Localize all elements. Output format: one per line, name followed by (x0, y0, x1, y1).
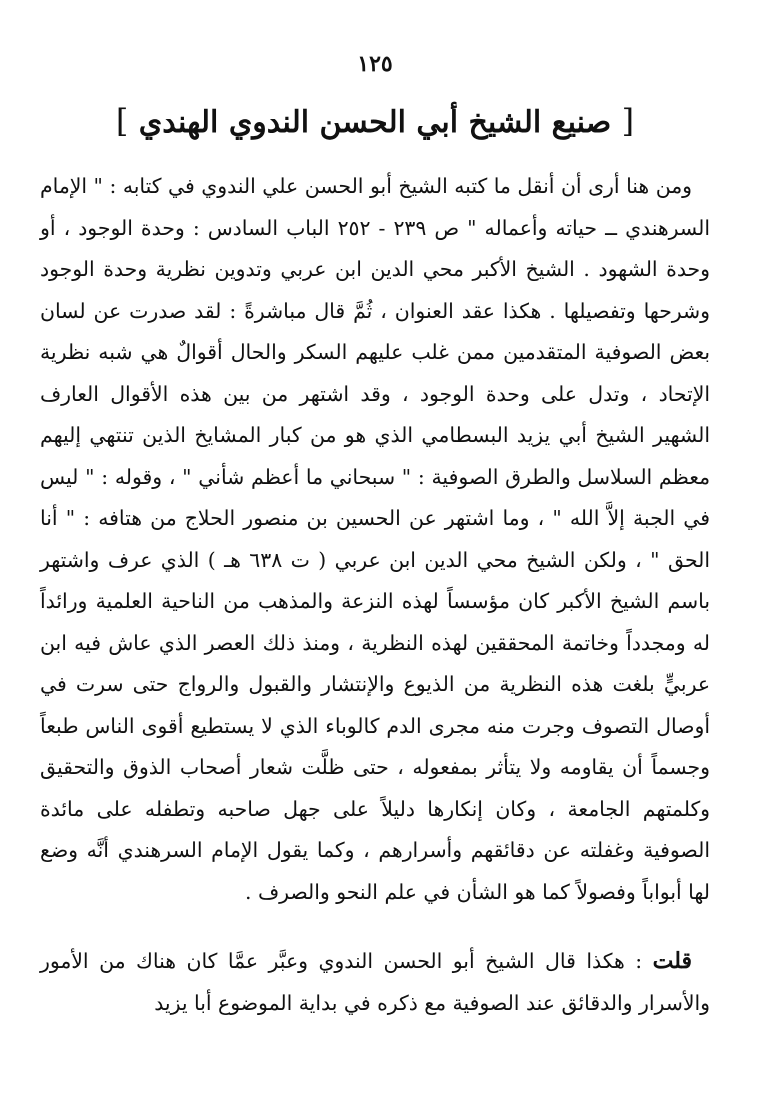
paragraph-2 (40, 941, 710, 1024)
paragraph-1: ومن هنا أرى أن أنقل ما كتبه الشيخ أبو الحسن علي الندوي في كتابه : " الإمام السرهندي ــ حياته وأعماله " ص ٢٣٩ - ٢٥٢ الباب السادس : وحدة الوجود ، أو وحدة الشهود . الشيخ الأكبر محي الدين ابن عربي وتدوين نظرية وحدة الوجود وشرحها وتفصيلها . هكذا عقد العنوان ، ثُمَّ قال مباشرةً : لقد صدرت عن لسان بعض الصوفية المتقدمين ممن غلب عليهم السكر والحال أقوالٌ هي شبه نظرية الإتحاد ، وتدل على وحدة الوجود ، وقد اشتهر من بين هذه الأقوال العارف الشهير الشيخ أبي يزيد البسطامي الذي هو من كبار المشايخ الذين تنتهي إليهم معظم السلاسل والطرق الصوفية : " سبحاني ما أعظم شأني " ، وقوله : " ليس في الجبة إلاَّ الله " ، وما اشتهر عن الحسين بن منصور الحلاج من هتافه : " أنا الحق " ، ولكن الشيخ محي الدين ابن عربي ( ت ٦٣٨ هـ ) الذي عرف واشتهر باسم الشيخ الأكبر كان مؤسساً لهذه النزعة والمذهب من الناحية العلمية ورائداً له ومجدداً وخاتمة المحققين لهذه النظرية ، ومنذ ذلك العصر الذي عاش فيه ابن عربيٍّ بلغت هذه النظرية من الذيوع والإنتشار والقبول والرواج حتى سرت في أوصال التصوف وجرت منه مجرى الدم كالوباء الذي لا يستطيع أقوى الناس طبعاً وجسماً أن يقاومه ولا يتأثر بمفعوله ، حتى ظلَّت شعار أصحاب الذوق والتحقيق وكلمتهم الجامعة ، وكان إنكارها دليلاً على جهل صاحبه وتطفله على مائدة الصوفية وغفلته عن دقائقهم وأسرارهم ، وكما يقول الإمام السرهندي أنَّه وضع لها أبواباً وفصولاً كما هو الشأن في علم النحو والصرف . (40, 174, 710, 904)
qult-label: قلت (652, 948, 692, 974)
chapter-title (40, 96, 710, 146)
paragraph-2-text: : هكذا قال الشيخ أبو الحسن الندوي وعبَّر عمَّا كان هناك من الأمور والأسرار والدقائق عند الصوفية مع ذكره في بداية الموضوع أبا يزيد (40, 949, 710, 1015)
title-close-bracket: ] (115, 102, 129, 140)
body-text (40, 166, 710, 1024)
chapter-title-text: صنيع الشيخ أبي الحسن الندوي الهندي (138, 105, 612, 140)
page-number: ١٢٥ (357, 51, 393, 77)
title-open-bracket: [ (621, 102, 635, 140)
